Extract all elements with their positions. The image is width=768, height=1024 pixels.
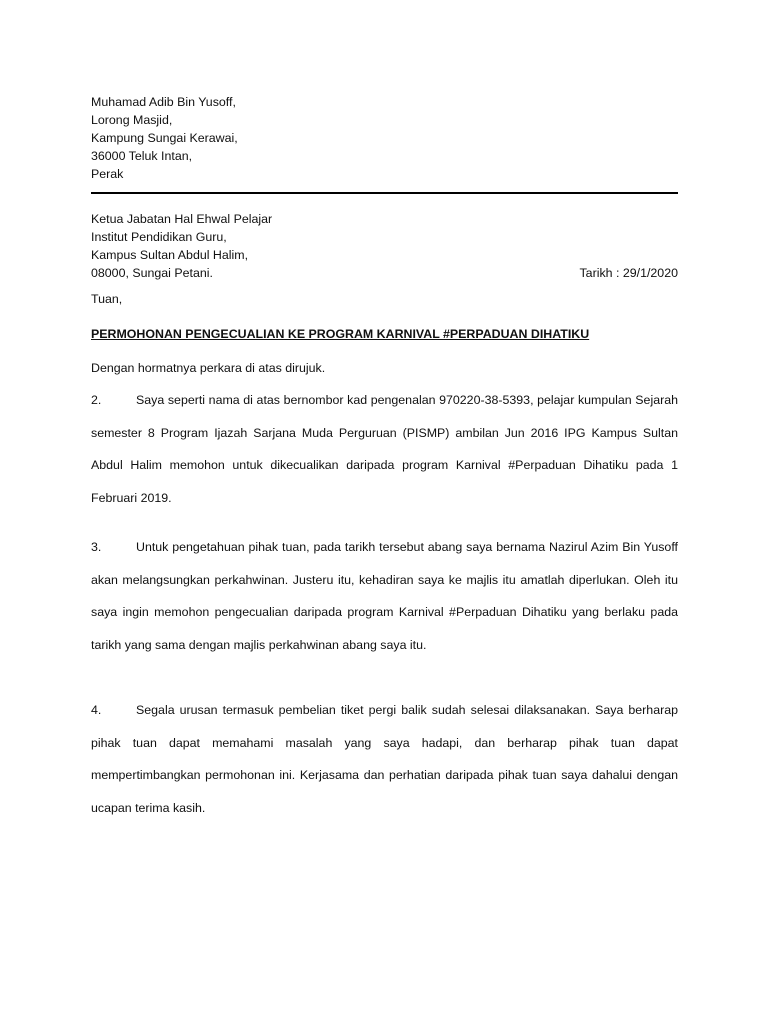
- letter-date: Tarikh : 29/1/2020: [579, 266, 678, 280]
- paragraph-4: [91, 694, 678, 825]
- paragraph-2: [91, 384, 678, 515]
- recipient-address: [91, 210, 272, 282]
- paragraph-text: Segala urusan termasuk pembelian tiket pergi balik sudah selesai dilaksanakan. Saya berharap pihak tuan dapat memahami masalah yang saya hadapi, dan berharap pihak tuan dapat mempertimbangkan permohonan ini. Kerjasama dan perhatian daripada pihak tuan saya dahalui dengan ucapan terima kasih.: [91, 703, 678, 816]
- paragraph-number: 3.: [91, 540, 102, 554]
- header-divider: [91, 192, 678, 194]
- sender-state: Perak: [91, 167, 124, 181]
- sender-street: Lorong Masjid,: [91, 113, 173, 127]
- paragraph-text: Saya seperti nama di atas bernombor kad pengenalan 970220-38-5393, pelajar kumpulan Sejarah semester 8 Program Ijazah Sarjana Muda Perguruan (PISMP) ambilan Jun 2016 IPG Kampus Sultan Abdul Halim memohon untuk dikecualikan daripada program Karnival #Perpaduan Dihatiku pada 1 Februari 2019.: [91, 393, 678, 506]
- recipient-postcode-city: 08000, Sungai Petani.: [91, 266, 213, 280]
- paragraph-3: [91, 531, 678, 662]
- paragraph-number: 2.: [91, 393, 102, 407]
- sender-name: Muhamad Adib Bin Yusoff,: [91, 95, 236, 109]
- intro-line: Dengan hormatnya perkara di atas dirujuk.: [91, 361, 326, 375]
- sender-postcode-city: 36000 Teluk Intan,: [91, 149, 193, 163]
- recipient-title: Ketua Jabatan Hal Ehwal Pelajar: [91, 212, 273, 226]
- sender-address: [91, 93, 238, 183]
- paragraph-number: 4.: [91, 703, 102, 717]
- paragraph-text: Untuk pengetahuan pihak tuan, pada tarikh tersebut abang saya bernama Nazirul Azim Bin Yusoff akan melangsungkan perkahwinan. Justeru itu, kehadiran saya ke majlis itu amatlah diperlukan. Oleh itu saya ingin memohon pengecualian daripada program Karnival #Perpaduan Dihatiku yang berlaku pada tarikh yang sama dengan majlis perkahwinan abang saya itu.: [91, 540, 678, 653]
- sender-village: Kampung Sungai Kerawai,: [91, 131, 238, 145]
- recipient-campus: Kampus Sultan Abdul Halim,: [91, 248, 249, 262]
- recipient-institution: Institut Pendidikan Guru,: [91, 230, 227, 244]
- salutation: Tuan,: [91, 292, 123, 306]
- letter-subject: PERMOHONAN PENGECUALIAN KE PROGRAM KARNIVAL #PERPADUAN DIHATIKU: [91, 327, 590, 341]
